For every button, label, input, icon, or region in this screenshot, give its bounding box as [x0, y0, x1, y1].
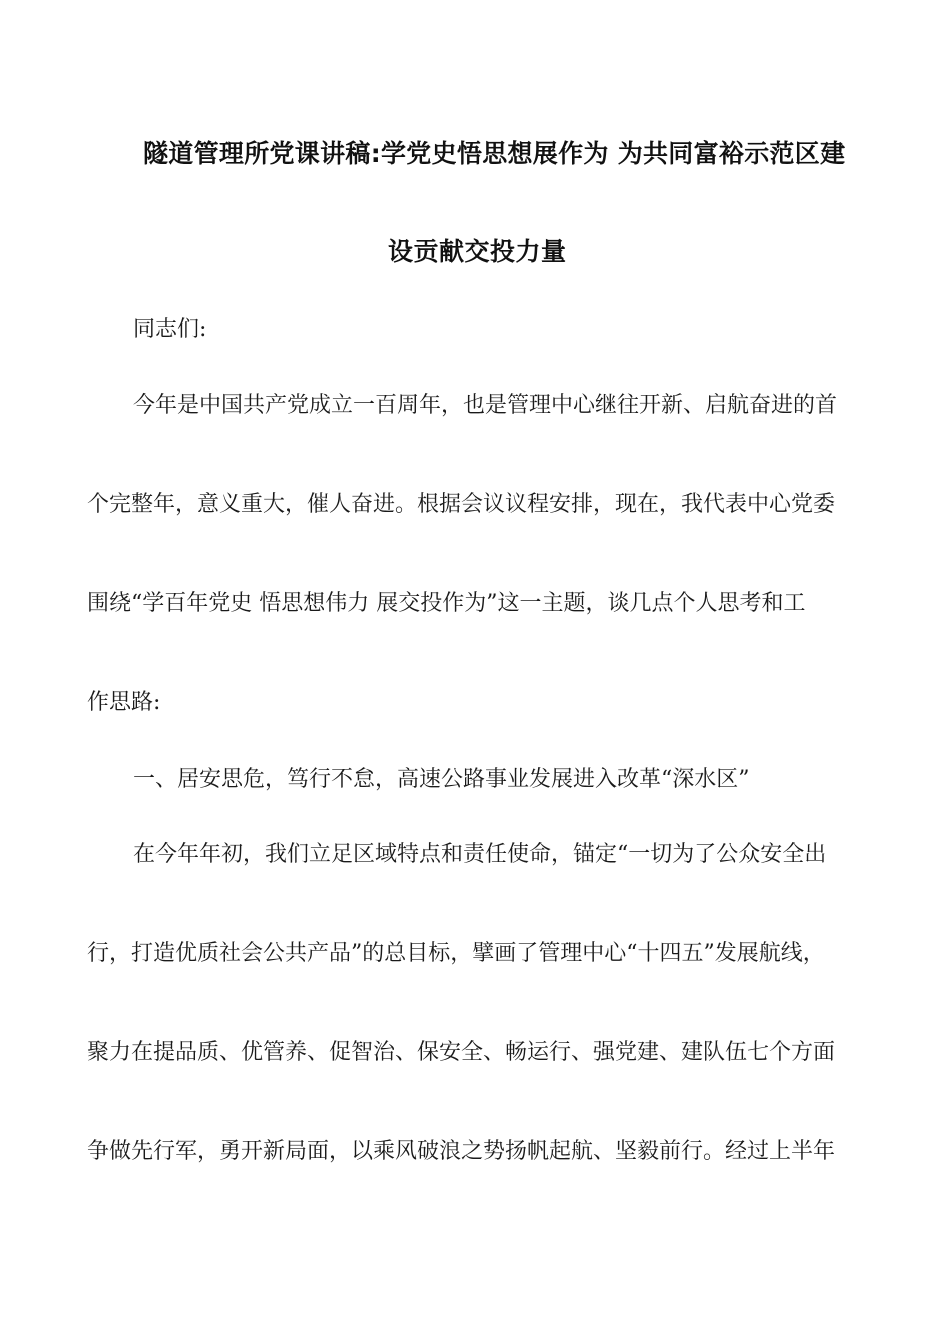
paragraph-1-line-1: 今年是中国共产党成立一百周年，也是管理中心继往开新、启航奋进的首 [133, 393, 838, 418]
document-title-line-1: 隧道管理所党课讲稿:学党史悟思想展作为 为共同富裕示范区建 [143, 139, 846, 168]
paragraph-1-line-2: 个完整年，意义重大，催人奋进。根据会议议程安排，现在，我代表中心党委 [87, 492, 836, 517]
paragraph-2-line-1: 在今年年初，我们立足区域特点和责任使命，锚定“一切为了公众安全出 [133, 842, 827, 867]
document-title-line-2: 设贡献交投力量 [388, 237, 567, 266]
greeting: 同志们: [133, 317, 207, 342]
paragraph-2-line-2: 行，打造优质社会公共产品”的总目标，擘画了管理中心“十四五”发展航线， [87, 941, 825, 966]
section-1-heading: 一、居安思危，笃行不怠，高速公路事业发展进入改革“深水区” [133, 767, 750, 792]
paragraph-1-line-3: 围绕“学百年党史 悟思想伟力 展交投作为”这一主题，谈几点个人思考和工 [87, 591, 806, 616]
paragraph-1-line-4: 作思路: [87, 690, 161, 715]
paragraph-2-line-4: 争做先行军，勇开新局面，以乘风破浪之势扬帆起航、坚毅前行。经过上半年 [87, 1139, 836, 1164]
paragraph-2-line-3: 聚力在提品质、优管养、促智治、保安全、畅运行、强党建、建队伍七个方面 [87, 1040, 836, 1065]
